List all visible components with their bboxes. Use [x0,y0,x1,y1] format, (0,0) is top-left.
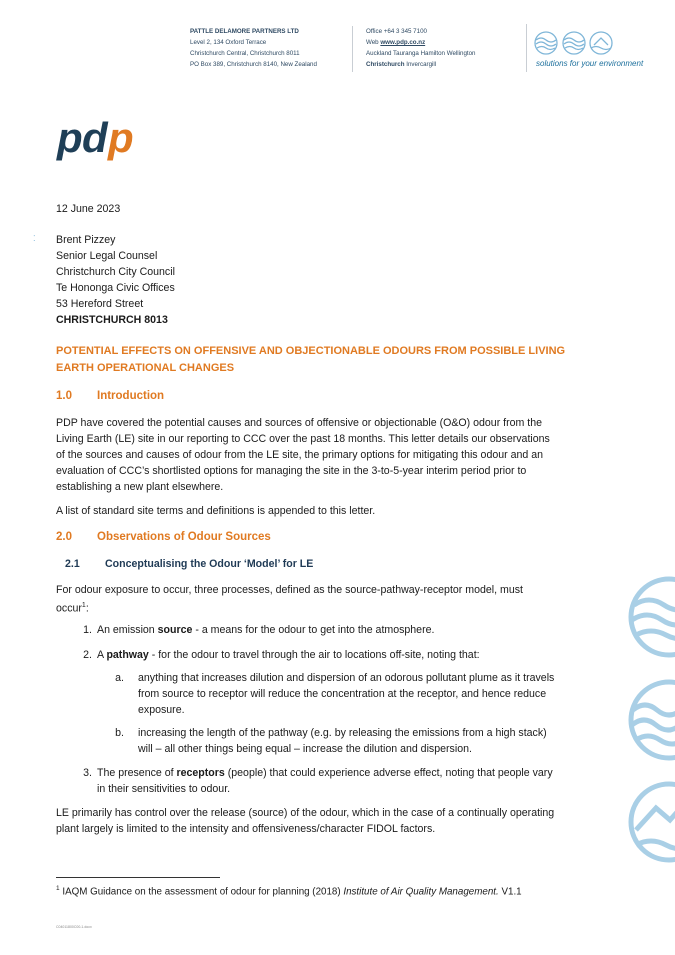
paragraph-line: Living Earth (LE) site in our reporting to CCC over the past 18 months. This letter details our observations [56,433,550,445]
closing-paragraph [56,805,626,837]
model-intro [56,582,596,617]
margin-marker-icon: ⁚ [33,234,36,243]
subject-heading [56,343,565,377]
web-link[interactable]: www.pdp.co.nz [380,39,426,46]
section-heading [56,531,271,543]
office-other: Invercargill [406,61,437,68]
item-text: - a means for the odour to get into the atmosphere. [192,624,435,636]
document-reference: C04011800C00-1.docx [56,925,92,929]
subject-line: POTENTIAL EFFECTS ON OFFENSIVE AND OBJECTIONABLE ODOURS FROM POSSIBLE LIVING [56,345,566,357]
svg-text:p: p [57,118,83,161]
web-label: Web [366,39,379,46]
office-current: Christchurch [366,61,405,68]
punctuation: : [85,602,89,615]
subsection-heading [65,558,314,570]
terms-paragraph: A list of standard site terms and definitions is appended to this letter. [56,505,376,517]
pdp-logo-mark [56,118,146,166]
paragraph-line: from source to receptor will reduce the concentration at the receptor, and hence reduce [138,688,547,700]
letterhead-address [190,26,317,70]
letter-date: 12 June 2023 [56,203,121,215]
svg-text:p: p [108,118,134,161]
footnote-version: V1.1 [498,886,522,898]
item-keyword: receptors [176,767,225,779]
header-divider [352,26,353,72]
item-text: An emission [97,624,158,636]
paragraph-line: exposure. [138,704,185,716]
paragraph-line: will – all other things being equal – increase the dilution and dispersion. [138,743,472,755]
item-text: The presence of [97,767,177,779]
header-divider [526,24,527,72]
svg-text:d: d [82,118,108,161]
tagline: solutions for your environment [536,59,644,68]
intro-paragraph [56,415,616,495]
paragraph-line: LE primarily has control over the release (source) of the odour, which in the case of a continually operating [56,807,555,819]
office-phone: Office +64 3 345 7100 [366,28,427,35]
recipient-building: Te Hononga Civic Offices [56,282,175,294]
footnote-separator [56,877,220,878]
recipient-city: CHRISTCHURCH 8013 [56,314,168,326]
pdp-logo [56,118,146,166]
paragraph-line: establishing a new plant elsewhere. [56,481,224,493]
subsection-title: Conceptualising the Odour ‘Model’ for LE [105,558,314,570]
footnote [56,885,522,897]
item-text: - for the odour to travel through the air to locations off-site, noting that: [148,649,480,661]
paragraph-line: increasing the length of the pathway (e.g. by releasing the emissions from a high stack) [138,727,547,739]
subject-line: EARTH OPERATIONAL CHANGES [56,362,235,374]
footnote-source: Institute of Air Quality Management. [343,886,499,898]
section-number: 2.0 [56,531,72,543]
recipient-address [56,232,175,328]
address-line: Level 2, 134 Oxford Terrace [190,39,267,46]
recipient-name: Brent Pizzey [56,234,116,246]
paragraph-line: of the sources and causes of odour from the LE site, the primary options for mitigating this odour and an [56,449,543,461]
paragraph-line: PDP have covered the potential causes and sources of offensive or objectionable (O&O) odour from the [56,417,543,429]
section-title: Observations of Odour Sources [97,531,271,543]
paragraph-line: plant largely is limited to the intensity and offensiveness/character FIDOL factors. [56,823,436,835]
sub-list-letter: a. [115,672,124,684]
environment-wave-icon [534,31,614,57]
recipient-org: Christchurch City Council [56,266,175,278]
list-number: 1. [83,624,92,636]
section-heading [56,390,165,402]
sub-list-letter: b. [115,727,124,739]
decorative-emblems [614,575,675,865]
water-emblem-icon [631,682,675,758]
item-keyword: source [157,624,193,636]
section-title: Introduction [97,390,165,402]
recipient-street: 53 Hereford Street [56,298,144,310]
office-list: Auckland Tauranga Hamilton Wellington [366,50,476,57]
paragraph-line: anything that increases dilution and dispersion of an odorous pollutant plume as it travels [138,672,555,684]
footnote-ref[interactable]: 1 [81,602,86,609]
recipient-title: Senior Legal Counsel [56,250,158,262]
paragraph-line: evaluation of CCC’s shortlisted options for managing the site in the 3-to-5-year interim period prior to [56,465,527,477]
section-number: 1.0 [56,390,72,402]
item-text: A [97,649,107,661]
address-line: Christchurch Central, Christchurch 8011 [190,50,300,57]
letterhead-contact [366,26,476,70]
footnote-text: IAQM Guidance on the assessment of odour for planning (2018) [59,886,344,898]
list-number: 2. [83,649,92,661]
item-text: in their sensitivities to odour. [97,783,231,795]
item-keyword: pathway [106,649,149,661]
subsection-number: 2.1 [65,558,80,570]
air-emblem-icon [631,579,675,655]
land-emblem-icon [631,784,675,860]
list-number: 3. [83,767,92,779]
address-line: PO Box 389, Christchurch 8140, New Zealand [190,61,317,68]
paragraph-line: occur [56,602,82,615]
item-text: (people) that could experience adverse effect, noting that people vary [224,767,553,779]
company-name: PATTLE DELAMORE PARTNERS LTD [190,28,299,35]
footnote-mark: 1 [56,885,60,892]
paragraph-line: For odour exposure to occur, three processes, defined as the source-pathway-receptor model, must [56,584,523,596]
